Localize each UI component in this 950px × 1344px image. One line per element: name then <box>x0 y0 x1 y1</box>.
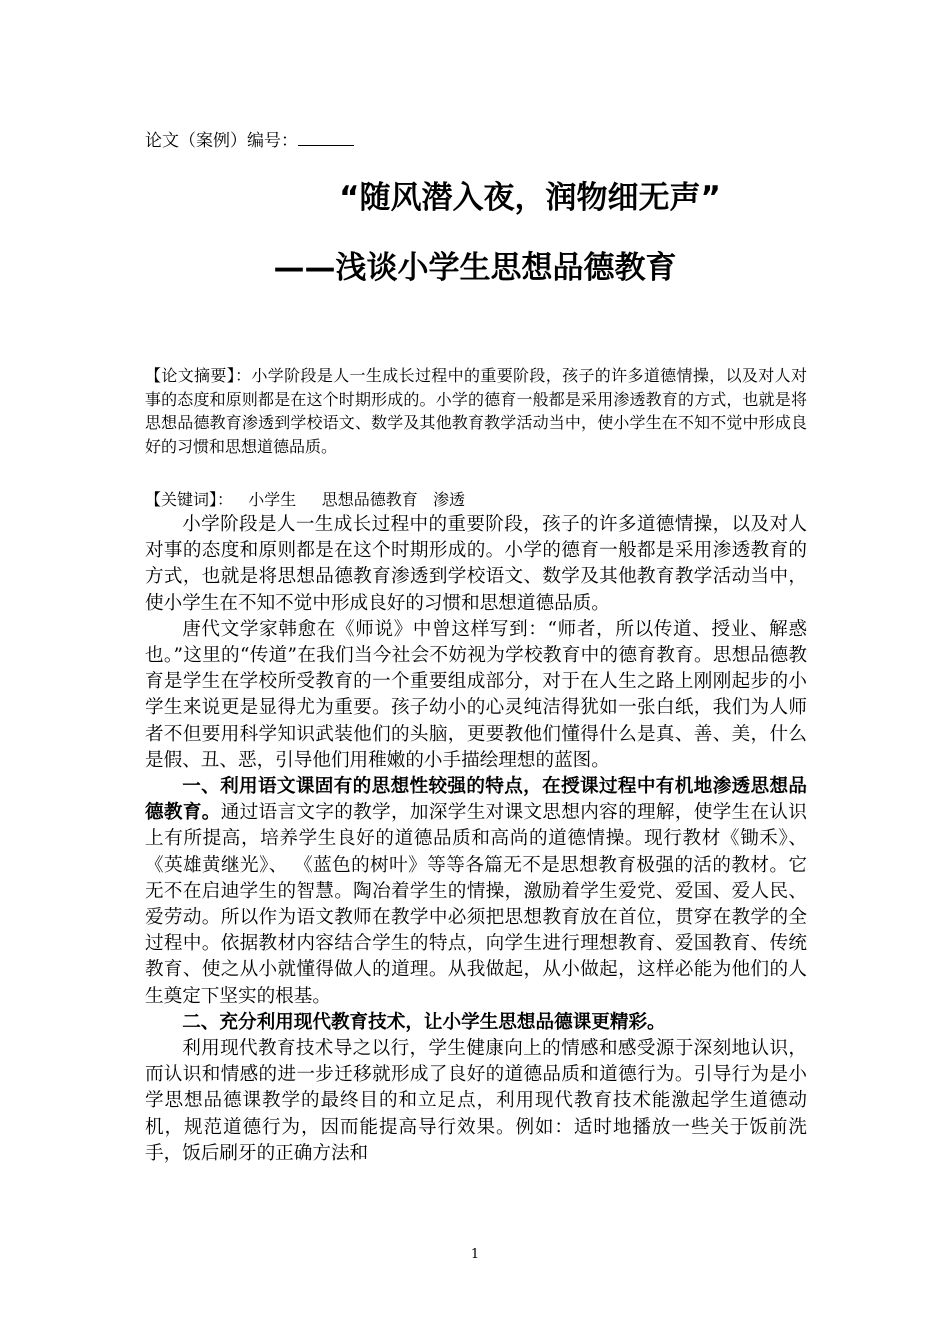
serial-number-label: 论文（案例）编号： <box>145 131 298 151</box>
keywords-label: 【关键词】： <box>145 490 234 509</box>
serial-number-line <box>145 127 354 153</box>
body-text <box>145 512 807 1167</box>
paper-title: “随风潜入夜，润物细无声” <box>339 180 721 216</box>
paragraph-intro: 小学阶段是人一生成长过程中的重要阶段，孩子的许多道德情操，以及对人对事的态度和原则都是在这个时期形成的。小学的德育一般都是采用渗透教育的方式，也就是将思想品德教育渗透到学校语文、数学及其他教育教学活动当中，使小学生在不知不觉中形成良好的习惯和思想道德品质。 <box>145 514 807 614</box>
section-one-text: 通过语言文字的教学，加深学生对课文思想内容的理解，使学生在认识上有所提高，培养学生良好的道德品质和高尚的道德情操。现行教材《锄禾》、《英雄黄继光》、 《蓝色的树叶》等等各篇无不是思想教育极强的活的教材。它无不在启迪学生的智慧。陶冶着学生的情操，激励着学生爱党、爱国、爱人民、爱劳动。所以作为语文教师在教学中必须把思想教育放在首位，贯穿在教学的全过程中。依据教材内容结合学生的特点，向学生进行理想教育、爱国教育、传统教育、使之从小就懂得做人的道理。从我做起，从小做起，这样必能为他们的人生奠定下坚实的根基。 <box>145 802 807 1007</box>
abstract-label: 【论文摘要】： <box>145 366 252 385</box>
serial-number-blank <box>298 127 354 146</box>
section-one-heading: 一、利用语文课固有的思想性较强的特点，在授课过程中有机地渗透思想品德教育。 <box>145 776 807 824</box>
abstract <box>145 364 807 458</box>
paragraph-section-two: 利用现代教育技术导之以行，学生健康向上的情感和感受源于深刻地认识，而认识和情感的进一步迁移就形成了良好的道德品质和道德行为。引导行为是小学思想品德课教学的最终目的和立足点，利用现代教育技术能激起学生道德动机，规范道德行为，因而能提高导行效果。例如：适时地播放一些关于饭前洗手，饭后刷牙的正确方法和 <box>145 1038 807 1164</box>
page-number: 1 <box>470 1247 480 1262</box>
keywords <box>145 488 807 512</box>
section-two-heading: 二、充分利用现代教育技术，让小学生思想品德课更精彩。 <box>182 1011 666 1033</box>
paragraph-section-two-heading <box>145 1010 807 1036</box>
paragraph-han-yu: 唐代文学家韩愈在《师说》中曾这样写到：“师者，所以传道、授业、解惑也。”这里的“传道”在我们当今社会不妨视为学校教育中的德育教育。思想品德教育是学生在学校所受教育的一个重要组成部分，对于在人生之路上刚刚起步的小学生来说更是显得尤为重要。孩子幼小的心灵纯洁得犹如一张白纸，我们为人师者不但要用科学知识武装他们的头脑，更要教他们懂得什么是真、善、美，什么是假、丑、恶，引导他们用稚嫩的小手描绘理想的蓝图。 <box>145 618 807 771</box>
paper-subtitle: ——浅谈小学生思想品德教育 <box>273 250 677 286</box>
keywords-text: 小学生 思想品德教育 渗透 <box>233 490 465 509</box>
abstract-text: 小学阶段是人一生成长过程中的重要阶段，孩子的许多道德情操，以及对人对事的态度和原则都是在这个时期形成的。小学的德育一般都是采用渗透教育的方式，也就是将思想品德教育渗透到学校语文、数学及其他教育教学活动当中，使小学生在不知不觉中形成良好的习惯和思想道德品质。 <box>145 366 807 456</box>
paragraph-section-one <box>145 774 807 1010</box>
